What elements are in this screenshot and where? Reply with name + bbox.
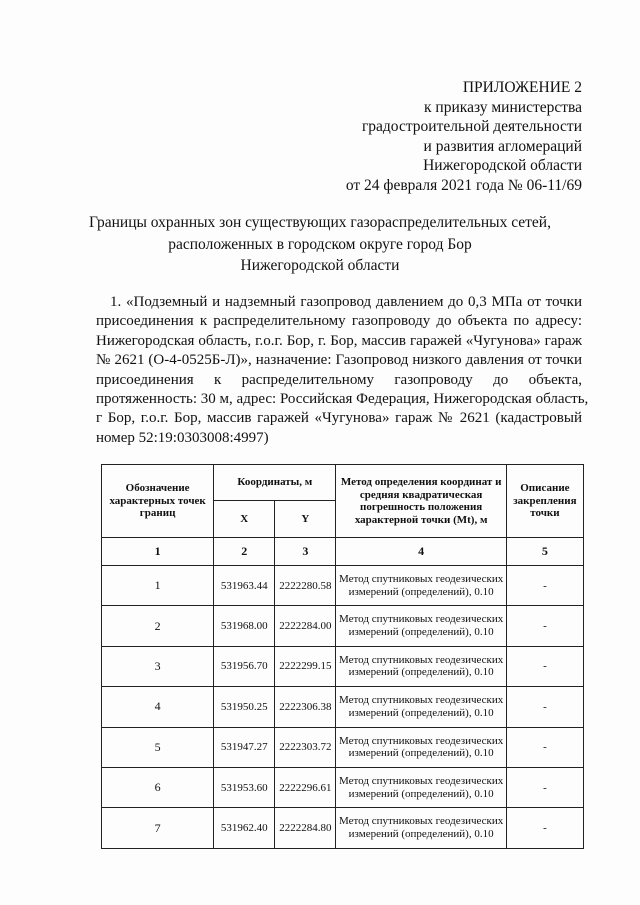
paragraph-line: протяженность: 30 м, адрес: Российская Федерация, Нижегородская область, xyxy=(96,391,589,408)
appendix-line: и развития агломераций xyxy=(423,137,582,155)
document-title xyxy=(0,212,640,277)
header-method: Метод определения координат и средняя квадратическая погрешность положения характерной точки (Mt), м xyxy=(336,465,506,538)
table-row xyxy=(102,808,584,848)
description-cell: - xyxy=(506,687,583,727)
appendix-header xyxy=(346,78,582,196)
paragraph-line: Нижегородская область, г.о.г. Бор, г. Бор, массив гаражей «Чугунова» гараж xyxy=(96,332,582,349)
paragraph-line: номер 52:19:0303008:4997) xyxy=(96,429,269,446)
description-cell: - xyxy=(506,646,583,686)
method-cell: Метод спутниковых геодезических измерений (определений), 0.10 xyxy=(336,767,506,807)
description-cell: - xyxy=(506,566,583,606)
paragraph-line: № 2621 (О-4-0525Б-Л)», назначение: Газопровод низкого давления от точки xyxy=(96,352,582,369)
method-cell: Метод спутниковых геодезических измерений (определений), 0.10 xyxy=(336,566,506,606)
coordinates-table xyxy=(101,464,584,849)
header-x: X xyxy=(214,501,275,538)
appendix-line: к приказу министерства xyxy=(424,98,582,116)
table-row xyxy=(102,727,584,767)
paragraph-line: присоединения к распределительному газопроводу до объекта по адресу: xyxy=(96,313,582,330)
x-cell: 531963.44 xyxy=(214,566,275,606)
description-cell: - xyxy=(506,727,583,767)
y-cell: 2222303.72 xyxy=(275,727,336,767)
y-cell: 2222299.15 xyxy=(275,646,336,686)
header-points: Обозначение характерных точек границ xyxy=(102,465,214,538)
title-line: Нижегородской области xyxy=(240,257,400,274)
description-cell: - xyxy=(506,606,583,646)
column-numbers-row xyxy=(102,538,584,566)
appendix-date: от 24 февраля 2021 года № 06-11/69 xyxy=(345,176,582,194)
table-row xyxy=(102,767,584,807)
y-cell: 2222280.58 xyxy=(275,566,336,606)
method-cell: Метод спутниковых геодезических измерений (определений), 0.10 xyxy=(336,606,506,646)
column-number: 3 xyxy=(275,538,336,566)
y-cell: 2222306.38 xyxy=(275,687,336,727)
x-cell: 531947.27 xyxy=(214,727,275,767)
x-cell: 531956.70 xyxy=(214,646,275,686)
point-cell: 2 xyxy=(102,606,214,646)
method-cell: Метод спутниковых геодезических измерений (определений), 0.10 xyxy=(336,727,506,767)
point-cell: 7 xyxy=(102,808,214,848)
y-cell: 2222296.61 xyxy=(275,767,336,807)
method-cell: Метод спутниковых геодезических измерений (определений), 0.10 xyxy=(336,646,506,686)
table-row xyxy=(102,646,584,686)
point-cell: 5 xyxy=(102,727,214,767)
column-number: 1 xyxy=(102,538,214,566)
paragraph-line: 1. «Подземный и надземный газопровод давлением до 0,3 МПа от точки xyxy=(110,294,582,310)
header-description: Описание закрепления точки xyxy=(506,465,583,538)
header-y: Y xyxy=(275,501,336,538)
paragraph-line: г Бор, г.о.г. Бор, массив гаражей «Чугунова» гараж № 2621 (кадастровый xyxy=(96,410,582,427)
method-cell: Метод спутниковых геодезических измерений (определений), 0.10 xyxy=(336,687,506,727)
appendix-title: ПРИЛОЖЕНИЕ 2 xyxy=(462,79,582,96)
header-coords: Координаты, м xyxy=(214,465,336,501)
y-cell: 2222284.00 xyxy=(275,606,336,646)
table-row xyxy=(102,566,584,606)
column-number: 5 xyxy=(506,538,583,566)
x-cell: 531968.00 xyxy=(214,606,275,646)
title-line: Границы охранных зон существующих газораспределительных сетей, xyxy=(89,214,551,231)
table-row xyxy=(102,606,584,646)
point-cell: 3 xyxy=(102,646,214,686)
x-cell: 531950.25 xyxy=(214,687,275,727)
x-cell: 531962.40 xyxy=(214,808,275,848)
point-cell: 6 xyxy=(102,767,214,807)
title-line: расположенных в городском округе город Бор xyxy=(168,235,472,253)
column-number: 4 xyxy=(336,538,506,566)
paragraph-line: присоединения к распределительному газопроводу до объекта, xyxy=(96,371,582,388)
method-cell: Метод спутниковых геодезических измерений (определений), 0.10 xyxy=(336,808,506,848)
point-cell: 1 xyxy=(102,566,214,606)
object-description xyxy=(96,293,589,448)
description-cell: - xyxy=(506,808,583,848)
table-row xyxy=(102,687,584,727)
point-cell: 4 xyxy=(102,687,214,727)
appendix-line: градостроительной деятельности xyxy=(361,118,582,136)
appendix-line: Нижегородской области xyxy=(423,157,582,175)
description-cell: - xyxy=(506,767,583,807)
y-cell: 2222284.80 xyxy=(275,808,336,848)
x-cell: 531953.60 xyxy=(214,767,275,807)
column-number: 2 xyxy=(214,538,275,566)
